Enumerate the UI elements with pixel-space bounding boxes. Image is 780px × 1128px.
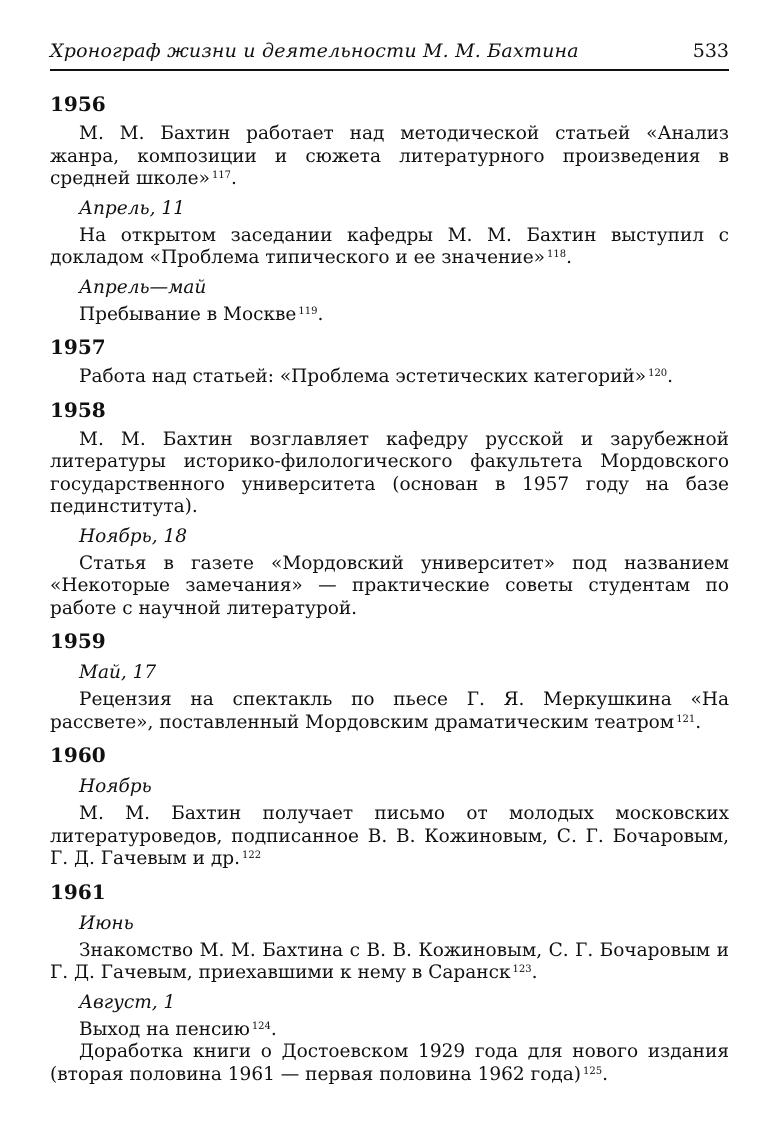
entry-paragraph: Выход на пенсию $^{124}$. bbox=[79, 1018, 277, 1040]
running-head bbox=[50, 40, 729, 71]
page bbox=[50, 40, 729, 1091]
footnote-ref[interactable]: 117 bbox=[211, 170, 232, 181]
footnote-ref[interactable]: 120 bbox=[648, 368, 668, 379]
date-heading: Ноябрь, 18 bbox=[79, 525, 188, 547]
entry-paragraph: М. М. Бахтин возглавляет кафедру русской и зарубежной литературы историко-филологического факультета Мордовского государственного университета (основан в 1957 году на базе пединститута). bbox=[50, 428, 729, 517]
entry-paragraph: Работа над статьей: «Проблема эстетических категорий» $^{120}$. bbox=[79, 366, 674, 387]
footnote-ref[interactable]: 122 bbox=[242, 850, 262, 861]
footnote-ref[interactable]: 119 bbox=[298, 305, 318, 317]
footnote-ref[interactable]: 121 bbox=[676, 713, 696, 725]
running-title: Хронограф жизни и деятельности М. М. Бахтина bbox=[50, 40, 579, 62]
footnote-ref[interactable]: 125 bbox=[583, 1065, 603, 1077]
footnote-ref[interactable]: 124 bbox=[251, 1020, 271, 1032]
entry-paragraph: Рецензия на спектакль по пьесе Г. Я. Меркушкина «На рассвете», поставленный Мордовским драматическим театром $^{121}$. bbox=[50, 689, 729, 733]
entry-paragraph: М. М. Бахтин получает письмо от молодых московских литературоведов, подписанное В. В. Кожиновым, С. Г. Бочаровым, Г. Д. Гачевым и др. $^{122}$ bbox=[50, 803, 729, 869]
year-heading-1956: 1956 bbox=[50, 92, 106, 116]
date-heading: Апрель—май bbox=[79, 276, 207, 298]
footnote-ref[interactable]: 118 bbox=[546, 249, 567, 260]
date-heading: Май, 17 bbox=[79, 662, 157, 683]
year-heading-1958: 1958 bbox=[50, 397, 106, 422]
entry-paragraph: Статья в газете «Мордовский университет» под названием «Некоторые замечания» — практические советы студентам по работе с научной литературой. bbox=[50, 552, 729, 619]
date-heading: Август, 1 bbox=[79, 991, 176, 1013]
entry-paragraph: Пребывание в Москве $^{119}$. bbox=[79, 303, 324, 325]
date-heading: Ноябрь bbox=[79, 776, 152, 797]
page-number: 533 bbox=[692, 40, 729, 62]
year-heading-1961: 1961 bbox=[50, 879, 106, 904]
entry-paragraph: М. М. Бахтин работает над методической статьей «Анализ жанра, композиции и сюжета литературного произведения в средней школе» $^{117}$. bbox=[50, 123, 729, 189]
date-heading: Июнь bbox=[79, 912, 134, 934]
entry-paragraph: На открытом заседании кафедры М. М. Бахтин выступил с докладом «Проблема типического и ее значение» $^{118}$. bbox=[50, 224, 729, 268]
entry-paragraph: Доработка книги о Достоевском 1929 года для нового издания (вторая половина 1961 — первая половина 1962 года) $^{125}$. bbox=[50, 1041, 729, 1085]
year-heading-1960: 1960 bbox=[50, 743, 106, 767]
footnote-ref[interactable]: 123 bbox=[512, 964, 532, 975]
year-heading-1957: 1957 bbox=[50, 335, 106, 359]
entry-paragraph: Знакомство М. М. Бахтина с В. В. Кожиновым, С. Г. Бочаровым и Г. Д. Гачевым, приехавшими к нему в Саранск $^{123}$. bbox=[50, 939, 729, 983]
date-heading: Апрель, 11 bbox=[79, 197, 185, 219]
chronology bbox=[50, 91, 729, 1086]
year-heading-1959: 1959 bbox=[50, 629, 106, 653]
